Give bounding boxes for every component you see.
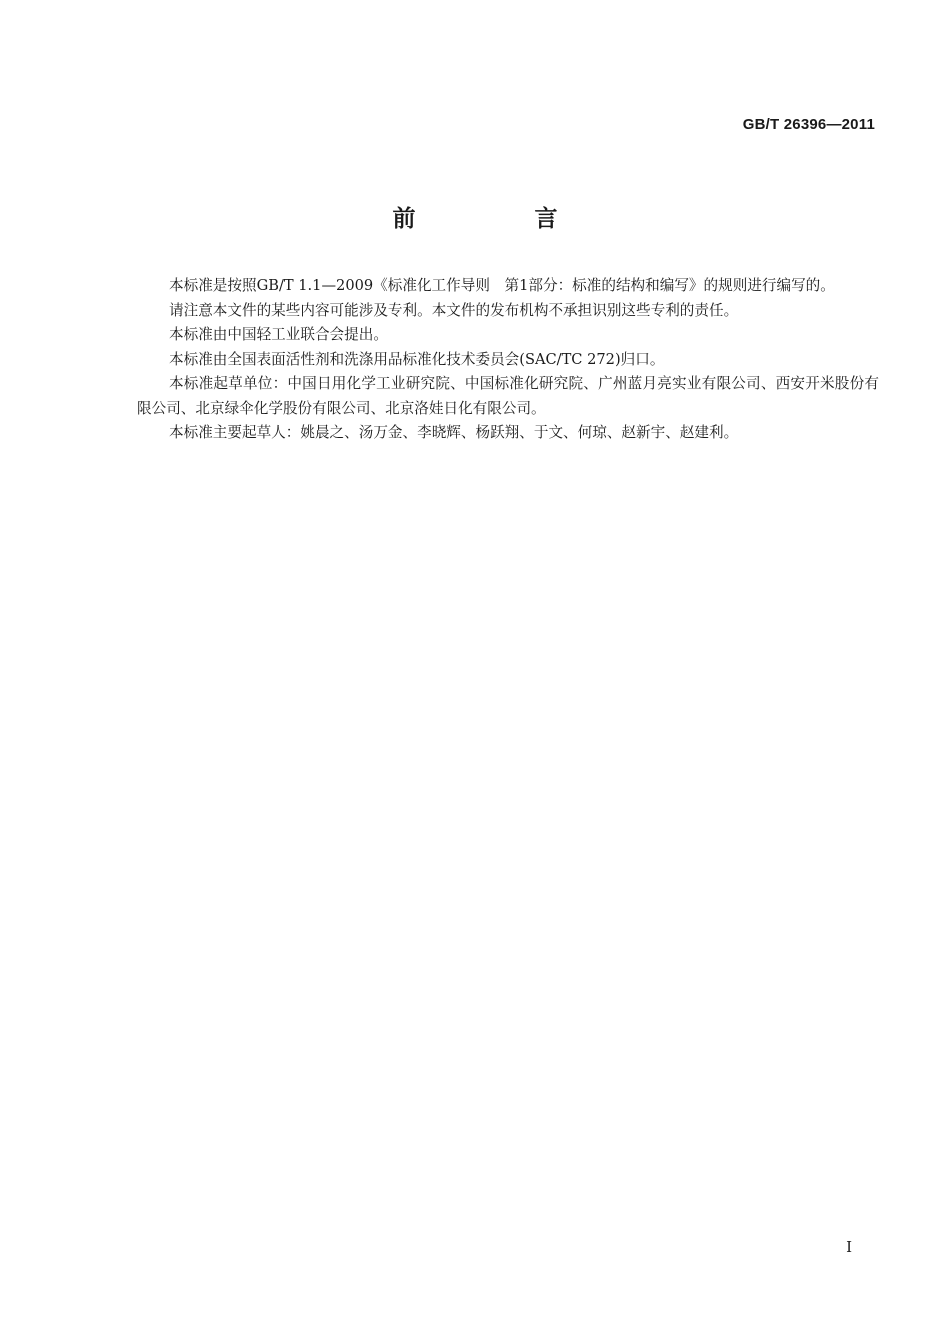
paragraph-proposer: 本标准由中国轻工业联合会提出。 <box>169 326 388 343</box>
page-number: I <box>846 1238 852 1256</box>
page-title: 前 言 <box>392 206 606 232</box>
paragraph-drafting-units: 本标准起草单位：中国日用化学工业研究院、中国标准化研究院、广州蓝月亮实业有限公司、西安开米股份有限公司、北京绿伞化学股份有限公司、北京洛娃日化有限公司。 <box>137 375 879 417</box>
paragraph-technical-committee: 本标准由全国表面活性剂和洗涤用品标准化技术委员会(SAC/TC 272)归口。 <box>169 350 665 368</box>
standard-code: GB/T 26396—2011 <box>742 116 875 133</box>
paragraph-patent-notice: 请注意本文件的某些内容可能涉及专利。本文件的发布机构不承担识别这些专利的责任。 <box>169 301 739 319</box>
foreword-body <box>137 274 879 446</box>
paragraph-drafters: 本标准主要起草人：姚晨之、汤万金、李晓辉、杨跃翔、于文、何琼、赵新宇、赵建利。 <box>169 424 739 441</box>
paragraph-drafting-rules: 本标准是按照GB/T 1.1—2009《标准化工作导则 第1部分：标准的结构和编写》的规则进行编写的。 <box>169 277 835 294</box>
